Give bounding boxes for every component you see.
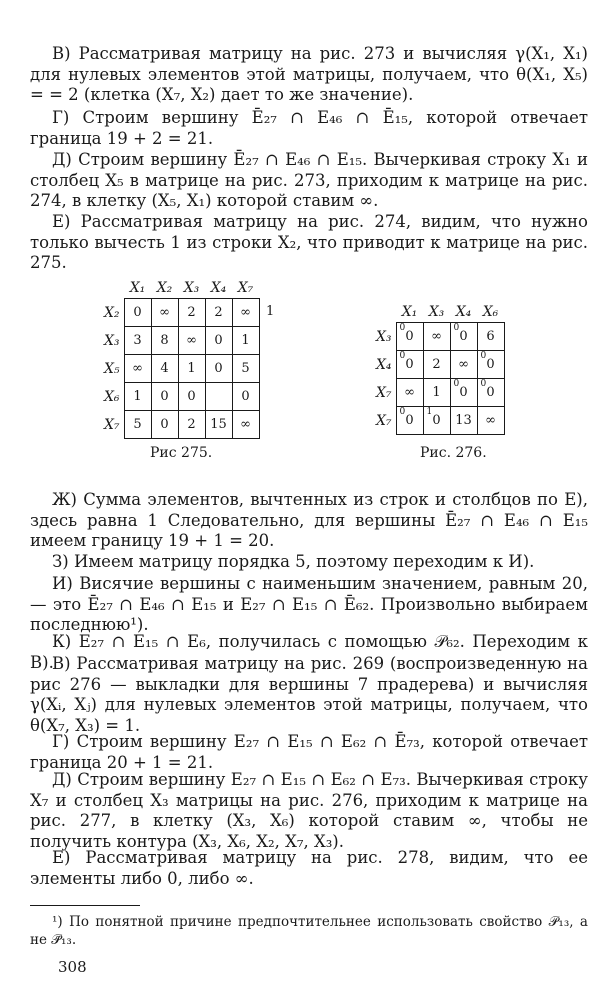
caption-fig-275: Рис 275. xyxy=(150,445,213,461)
cell-superscript: 0 xyxy=(480,351,487,361)
column-header: X₄ xyxy=(210,280,227,296)
cell-value: 13 xyxy=(455,413,472,428)
cell-value: 1 xyxy=(432,385,441,400)
column-header: X₃ xyxy=(183,280,200,296)
cell-value: 0 xyxy=(432,413,441,428)
paragraph-z: З) Имеем матрицу порядка 5, поэтому переходим к И). xyxy=(52,552,535,571)
cell-value: 0 xyxy=(486,385,495,400)
cell-value: 0 xyxy=(459,385,468,400)
matrix-cell: ∞ xyxy=(232,299,259,327)
column-header: X₂ xyxy=(156,280,173,296)
paragraph-e2: Е) Рассматривая матрицу на рис. 278, видим, что ее элементы либо 0, либо ∞. xyxy=(30,848,588,888)
matrix-cell xyxy=(477,379,504,407)
matrix-cell: ∞ xyxy=(232,411,259,439)
matrix-cell xyxy=(477,407,504,435)
matrix-row xyxy=(100,327,259,355)
matrix-cell: ∞ xyxy=(178,327,205,355)
cell-superscript: 0 xyxy=(399,323,406,333)
matrix-cell: 0 xyxy=(151,383,178,411)
row-header: X₃ xyxy=(103,332,120,349)
matrix-cell: ∞ xyxy=(151,299,178,327)
page-number: 308 xyxy=(58,958,87,976)
matrix-cell: 1 xyxy=(124,383,151,411)
column-header: X₇ xyxy=(237,280,254,296)
row-header: X₃ xyxy=(375,328,392,345)
matrix-cell: 0 xyxy=(205,327,232,355)
caption-fig-276: Рис. 276. xyxy=(420,445,487,461)
matrix-cell xyxy=(450,379,477,407)
cell-value: ∞ xyxy=(431,329,442,344)
cell-value: 0 xyxy=(405,329,414,344)
cell-superscript: 0 xyxy=(453,323,460,333)
row-header: X₇ xyxy=(103,416,120,433)
cell-value: 0 xyxy=(486,357,495,372)
matrix-cell xyxy=(450,407,477,435)
cell-value: 0 xyxy=(405,413,414,428)
matrix-cell: 1 xyxy=(232,327,259,355)
paragraph-v2: В) Рассматривая матрицу на рис. 269 (воспроизведенную на рис 276 — выкладки для вершины 7 прадерева) и вычисляя γ(Xᵢ, Xⱼ) для нулевых элементов этой матрицы, получаем, что θ(X₇, X₃) = 1. xyxy=(30,654,588,735)
cell-value: ∞ xyxy=(485,413,496,428)
cell-value: 6 xyxy=(486,329,495,344)
matrix-cell xyxy=(423,379,450,407)
row-side-note: 1 xyxy=(266,304,275,319)
matrix-cell: 3 xyxy=(124,327,151,355)
matrix-cell: 2 xyxy=(178,299,205,327)
matrix-row xyxy=(372,351,504,379)
column-header: X₄ xyxy=(455,304,472,320)
matrix-row xyxy=(372,323,504,351)
paragraph-g1: Г) Строим вершину Ē₂₇ ∩ E₄₆ ∩ Ē₁₅, которой отвечает граница 19 + 2 = 21. xyxy=(30,108,588,148)
matrix-cell xyxy=(450,323,477,351)
footnote: ¹) По понятной причине предпочтительнее использовать свойство 𝒫₁₃, а не 𝒫̄₁₃. xyxy=(30,914,588,948)
paragraph-d2: Д) Строим вершину E₂₇ ∩ E₁₅ ∩ E₆₂ ∩ E₇₃. Вычеркивая строку X₇ и столбец X₃ матрицы на рис. 276, приходим к матрице на рис. 277, в клетку (X₃, X₆) которой ставим ∞, чтобы не получить контура (X₃, X₆, X₂, X₇, X₃). xyxy=(30,770,588,851)
matrix-cell: 5 xyxy=(232,355,259,383)
paragraph-g2: Г) Строим вершину E₂₇ ∩ E₁₅ ∩ E₆₂ ∩ Ē₇₃, которой отвечает граница 20 + 1 = 21. xyxy=(30,732,588,772)
footnote-divider xyxy=(30,905,140,906)
paragraph-d1: Д) Строим вершину Ē₂₇ ∩ E₄₆ ∩ E₁₅. Вычеркивая строку X₁ и столбец X₅ в матрице на рис. 273, приходим к матрице на рис. 274, в клетку (X₅, X₁) которой ставим ∞. xyxy=(30,150,588,210)
matrix-cell: 15 xyxy=(205,411,232,439)
paragraph-i: И) Висячие вершины с наименьшим значением, равным 20, — это Ē₂₇ ∩ E₄₆ ∩ E₁₅ и E₂₇ ∩ E₁₅ ∩ Ē₆₂. Произвольно выбираем последнюю¹). xyxy=(30,574,588,634)
cell-value: 2 xyxy=(432,357,441,372)
paragraph-zh: Ж) Сумма элементов, вычтенных из строк и столбцов по Е), здесь равна 1 Следовательно, для вершины Ē₂₇ ∩ E₄₆ ∩ E₁₅ имеем границу 19 + 1 = 20. xyxy=(30,490,588,550)
matrix-cell: 2 xyxy=(205,299,232,327)
matrix-row xyxy=(100,383,259,411)
matrix-cell xyxy=(205,383,232,411)
matrix-cell xyxy=(450,351,477,379)
matrix-cell xyxy=(396,407,423,435)
row-header: X₅ xyxy=(103,360,120,377)
matrix-cell xyxy=(396,323,423,351)
matrix-cell: ∞ xyxy=(124,355,151,383)
paragraph-k: К) E₂₇ ∩ E₁₅ ∩ E₆, получилась с помощью 𝒫₆₂. Переходим к В). xyxy=(30,632,588,672)
matrix-cell: 0 xyxy=(232,383,259,411)
matrix-cell xyxy=(477,323,504,351)
matrix-row xyxy=(100,299,259,327)
row-header: X₂ xyxy=(103,304,120,321)
cell-superscript: 0 xyxy=(453,379,460,389)
column-header: X₁ xyxy=(129,280,146,296)
matrix-cell: 0 xyxy=(124,299,151,327)
matrix-cell: 4 xyxy=(151,355,178,383)
matrix-cell xyxy=(396,379,423,407)
row-header: X₇ xyxy=(375,412,392,429)
matrix-fig-276 xyxy=(372,302,505,435)
cell-value: ∞ xyxy=(458,357,469,372)
row-header: X₇ xyxy=(375,384,392,401)
matrix-cell: 0 xyxy=(178,383,205,411)
column-header: X₆ xyxy=(482,304,499,320)
matrix-row xyxy=(100,411,259,439)
matrix-cell xyxy=(477,351,504,379)
cell-superscript: 0 xyxy=(399,407,406,417)
cell-value: 0 xyxy=(459,329,468,344)
cell-superscript: 0 xyxy=(399,351,406,361)
matrix-cell xyxy=(396,351,423,379)
column-header: X₃ xyxy=(428,304,445,320)
matrix-cell: 1 xyxy=(178,355,205,383)
matrix-cell xyxy=(423,351,450,379)
cell-superscript: 0 xyxy=(480,379,487,389)
matrix-cell xyxy=(423,323,450,351)
matrix-row xyxy=(372,379,504,407)
matrix-cell xyxy=(423,407,450,435)
row-header: X₄ xyxy=(375,356,392,373)
paragraph-v1: В) Рассматривая матрицу на рис. 273 и вычисляя γ(X₁, X₁) для нулевых элементов этой матрицы, получаем, что θ(X₁, X₅) = = 2 (клетка (X₇, X₂) дает то же значение). xyxy=(30,44,588,104)
cell-superscript: 1 xyxy=(426,407,433,417)
matrix-cell: 8 xyxy=(151,327,178,355)
cell-value: ∞ xyxy=(404,385,415,400)
matrix-fig-275 xyxy=(100,278,260,439)
row-header: X₆ xyxy=(103,388,120,405)
matrix-cell: 0 xyxy=(205,355,232,383)
matrix-cell: 0 xyxy=(151,411,178,439)
column-header: X₁ xyxy=(401,304,418,320)
matrix-cell: 2 xyxy=(178,411,205,439)
paragraph-e1: Е) Рассматривая матрицу на рис. 274, видим, что нужно только вычесть 1 из строки X₂, что приводит к матрице на рис. 275. xyxy=(30,212,588,272)
cell-value: 0 xyxy=(405,357,414,372)
matrix-row xyxy=(100,355,259,383)
matrix-cell: 5 xyxy=(124,411,151,439)
matrix-row xyxy=(372,407,504,435)
